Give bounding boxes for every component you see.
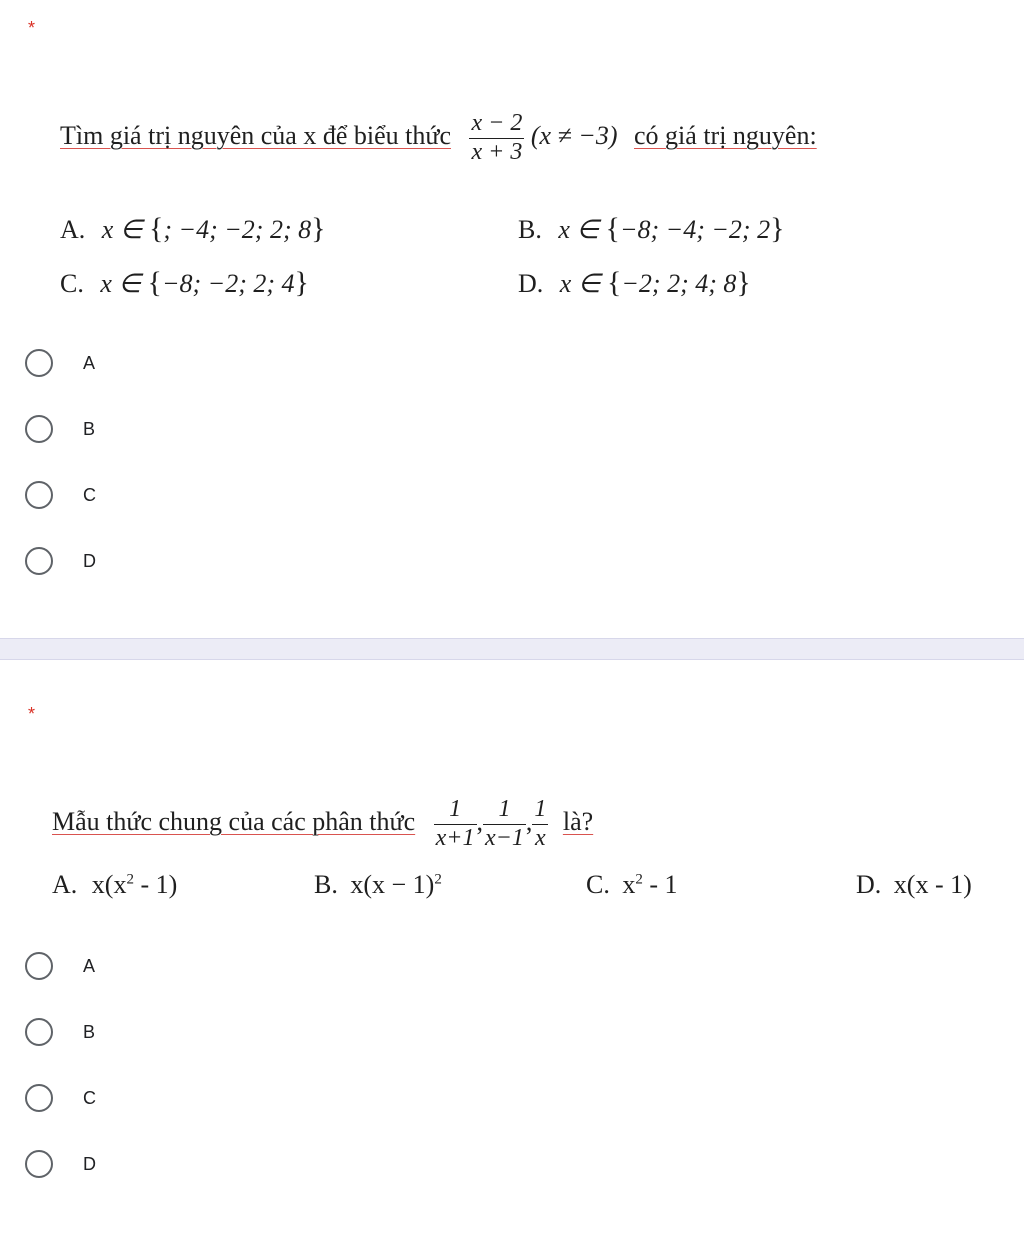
fraction-denominator: x−1: [485, 824, 524, 851]
option-text: x(x − 1): [350, 870, 435, 899]
answer-option-d: D. x ∈ {−2; 2; 4; 8}: [518, 266, 751, 299]
choice-label: C: [83, 484, 96, 505]
radio-button[interactable]: [25, 547, 53, 575]
choice-b[interactable]: [25, 1014, 95, 1050]
option-letter: B.: [314, 870, 338, 899]
fraction-numerator: x − 2: [469, 110, 524, 139]
fraction-numerator: 1: [483, 796, 526, 825]
separator: ,: [525, 807, 533, 837]
option-prefix: x ∈: [559, 269, 601, 298]
fraction-denominator: x + 3: [471, 138, 523, 165]
option-set: ; −4; −2; 2; 8: [163, 215, 312, 244]
choice-label: D: [83, 550, 96, 571]
option-tail: - 1: [642, 870, 678, 899]
choice-d[interactable]: [25, 1146, 96, 1182]
fraction-denominator: x+1: [435, 824, 475, 851]
answer-option-c: [586, 870, 678, 900]
fraction-denominator: x: [535, 824, 546, 851]
choice-label: D: [83, 1153, 96, 1174]
card-divider: [0, 638, 1024, 660]
fraction-numerator: 1: [434, 796, 477, 825]
option-prefix: x ∈: [100, 269, 142, 298]
question-card-2: [0, 660, 1024, 1239]
answer-option-a: [52, 870, 177, 900]
choice-label: B: [83, 418, 96, 439]
choice-c[interactable]: [25, 477, 96, 513]
option-prefix: x ∈: [101, 215, 143, 244]
option-set: −2; 2; 4; 8: [621, 269, 737, 298]
question-stem: [52, 796, 593, 852]
radio-button[interactable]: [25, 952, 53, 980]
question-stem: [60, 110, 817, 166]
option-superscript: 2: [635, 871, 643, 888]
option-superscript: 2: [126, 871, 134, 888]
radio-button[interactable]: [25, 481, 53, 509]
fraction-2: [483, 796, 526, 852]
required-asterisk: *: [28, 704, 36, 724]
option-set: −8; −4; −2; 2: [619, 215, 771, 244]
choice-c[interactable]: [25, 1080, 96, 1116]
option-text: x(x - 1): [893, 870, 972, 899]
option-letter: C.: [586, 870, 610, 899]
fraction-1: [434, 796, 477, 852]
separator: ,: [476, 807, 484, 837]
fraction-3: [532, 796, 548, 852]
option-prefix: x ∈: [558, 215, 600, 244]
radio-button[interactable]: [25, 1018, 53, 1046]
answer-option-d: [856, 870, 972, 900]
option-letter: B.: [518, 215, 542, 244]
radio-button[interactable]: [25, 1150, 53, 1178]
option-text: x(x: [91, 870, 127, 899]
answer-option-a: A. x ∈ {; −4; −2; 2; 8}: [60, 212, 326, 245]
choice-label: C: [83, 1087, 96, 1108]
condition-text: (x ≠ −3): [530, 121, 618, 151]
choice-a[interactable]: [25, 345, 95, 381]
fraction-numerator: 1: [532, 796, 548, 825]
stem-text-before: Tìm giá trị nguyên của x để biểu thức: [60, 121, 451, 151]
expression-fraction: [469, 110, 524, 166]
choice-label: B: [83, 1021, 96, 1042]
option-tail: - 1): [133, 870, 178, 899]
option-letter: A.: [52, 870, 78, 899]
radio-button[interactable]: [25, 349, 53, 377]
choice-d[interactable]: [25, 543, 96, 579]
answer-option-b: B. x ∈ {−8; −4; −2; 2}: [518, 212, 785, 245]
choice-b[interactable]: [25, 411, 95, 447]
choice-label: A: [83, 352, 96, 373]
radio-button[interactable]: [25, 415, 53, 443]
option-letter: D.: [856, 870, 882, 899]
option-letter: C.: [60, 269, 84, 298]
choice-a[interactable]: [25, 948, 95, 984]
stem-text-after: có giá trị nguyên:: [634, 121, 817, 151]
option-superscript: 2: [434, 871, 442, 888]
option-letter: D.: [518, 269, 544, 298]
stem-text-after: là?: [562, 807, 594, 837]
stem-text-before: Mẫu thức chung của các phân thức: [52, 807, 416, 837]
option-set: −8; −2; 2; 4: [161, 269, 295, 298]
option-letter: A.: [60, 215, 86, 244]
answer-option-b: [314, 870, 442, 900]
option-text: x: [622, 870, 636, 899]
answer-option-c: C. x ∈ {−8; −2; 2; 4}: [60, 266, 309, 299]
choice-label: A: [83, 955, 96, 976]
radio-button[interactable]: [25, 1084, 53, 1112]
required-asterisk: *: [28, 18, 36, 38]
